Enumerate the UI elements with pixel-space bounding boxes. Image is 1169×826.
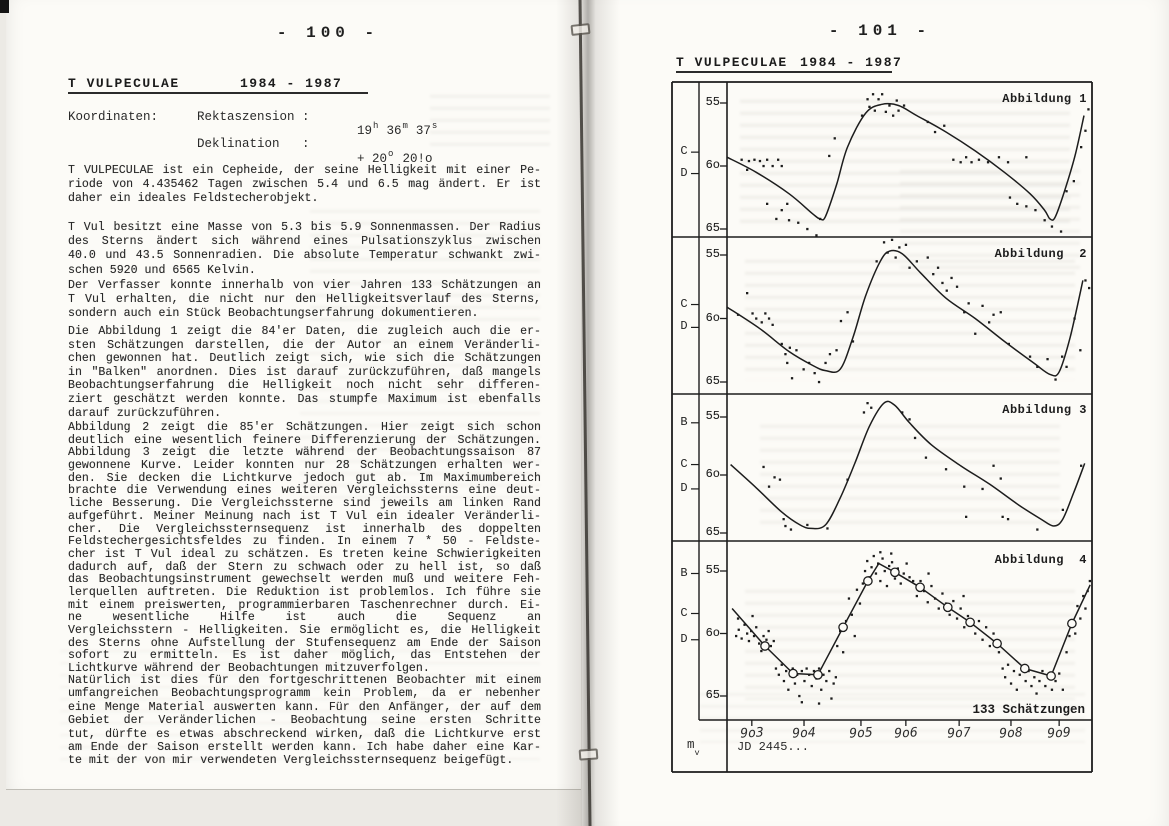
text-line: sondern auch ein Stück Beobachtungserfahrung dokumentieren. xyxy=(68,307,479,321)
text-line: schen 5920 und 6565 Kelvin. xyxy=(68,263,256,277)
text-line: 40.0 und 43.5 Sonnenradien. Die absolute Temperatur schwankt zwi- xyxy=(68,249,541,263)
text-line: cher ist T Vul ideal zu schätzen. Es treten keine Schwierigkeiten xyxy=(68,547,541,561)
text-line: Feldstechergesichtsfeldes zu finden. In einem 7 * 50 - Feldste- xyxy=(68,535,541,548)
x-tick-label: 9o6 xyxy=(893,725,919,742)
text-line: ziert geschätzt werden konnte. Das stumpfe Maximum ist ebenfalls xyxy=(68,392,541,406)
panel-caption: Abbildung 3 xyxy=(1002,403,1087,417)
estimate-count-label: 133 Schätzungen xyxy=(972,703,1085,717)
paragraph xyxy=(68,279,541,322)
text-line: T Vul besitzt eine Masse von 5.3 bis 5.9 Sonnenmassen. Der Radius xyxy=(68,221,541,234)
comparison-star-label: C xyxy=(680,456,688,471)
x-tick-label: 9o9 xyxy=(1046,725,1072,742)
text-line: tut, dürfte es etwas abschreckend wirken, daß die Lichtkurve erst xyxy=(68,727,541,741)
text-line: cher. Die Vergleichssternsequenz ist innerhalb des doppelten xyxy=(68,522,541,536)
coordinates-label: Koordinaten: xyxy=(68,110,159,124)
dec-value: + $20^o$ 20!o xyxy=(357,149,433,167)
comparison-star-label: D xyxy=(680,480,688,495)
comparison-star-label: C xyxy=(680,144,688,159)
y-tick-label: 55 xyxy=(705,95,720,109)
scan-corner-mark xyxy=(0,0,9,13)
text-line: te mit der von mir verwendeten Vergleichssternsequenz beigefügt. xyxy=(68,754,514,768)
text-line: des Sterns ändert sich während eines Pulsationszyklus zwischen xyxy=(68,235,541,249)
paragraph xyxy=(68,421,541,675)
text-line: am Ende der Saison erstellt werden kann. Ich habe daher eine Kar- xyxy=(68,740,541,754)
page-number-left: - 100 - xyxy=(276,24,380,42)
text-line: das Beobachtungsinstrument gewechselt werden muß und weitere Feh- xyxy=(68,573,541,586)
text-line: den. Sie decken die Lichtkurve jedoch gut ab. Im Maximumbereich xyxy=(68,471,541,485)
comparison-star-label: D xyxy=(680,165,688,180)
y-tick-label: 6o xyxy=(705,310,720,325)
text-line: sten Schätzungen darstellen, die der Autor an einem Veränderli- xyxy=(68,338,541,352)
binding-clip-top xyxy=(570,23,590,36)
text-line: gewonnene Kurve. Leider konnten nur 28 Schätzungen erhalten wer- xyxy=(68,459,541,472)
text-line: Der Verfasser konnte innerhalb von vier Jahren 133 Schätzungen an xyxy=(68,279,541,292)
article-years-left: 1984 - 1987 xyxy=(240,76,343,91)
article-years-right: 1984 - 1987 xyxy=(800,55,903,70)
text-line: aufgeführt. Meiner Meinung nach ist T Vul ein idealer Veränderli- xyxy=(68,509,541,523)
x-tick-label: 9o7 xyxy=(946,725,972,742)
text-line: daher ein ideales Feldstecherobjekt. xyxy=(68,192,319,206)
x-tick-label: 9o5 xyxy=(848,725,874,742)
y-tick-label: 6o xyxy=(705,625,720,640)
text-line: dadurch auf, daß der Stern zu schwach oder zu hell ist, so daß xyxy=(68,560,541,574)
text-line: T Vul erhalten, die nicht nur den Helligkeitsverlauf des Sterns, xyxy=(68,293,541,307)
dec-label: Deklination : xyxy=(197,137,310,151)
text-line: in "Balken" anordnen. Dies ist darauf zurückzuführen, daß mangels xyxy=(68,365,541,379)
text-line: deutlich eine wesentlich feinere Differenzierung der Schätzungen. xyxy=(68,433,541,447)
x-tick-label: 9o3 xyxy=(739,725,765,742)
paragraph xyxy=(68,325,541,420)
title-underline-left xyxy=(68,92,368,94)
x-tick-label: 9o8 xyxy=(998,725,1024,742)
panel-caption: Abbildung 2 xyxy=(994,247,1087,261)
panel-caption: Abbildung 4 xyxy=(994,553,1087,567)
page-number-right: - 101 - xyxy=(828,22,932,40)
comparison-star-label: C xyxy=(680,605,688,620)
paragraph xyxy=(68,221,541,278)
text-line: Die Abbildung 1 zeigt die 84'er Daten, die zugleich auch die er- xyxy=(68,325,541,338)
text-line: mit einem preiswerten, programmierbaren Taschenrechner durch. Ei- xyxy=(68,598,541,612)
panel-caption: Abbildung 1 xyxy=(1002,92,1087,106)
text-line: brachte die Verwendung eines weiteren Vergleichssterns eine deut- xyxy=(68,484,541,498)
ra-label: Rektaszension : xyxy=(197,110,310,124)
article-title-right: T VULPECULAE xyxy=(676,55,788,70)
y-tick-label: 6o xyxy=(705,467,720,481)
x-axis-caption: JD 2445... xyxy=(737,740,810,754)
text-line: Gebiet der Veränderlichen - Beobachtung seine ersten Schritte xyxy=(68,714,541,728)
text-line: des Sterns ohne Aufstellung der Stufensequenz am Ende der Saison xyxy=(68,636,541,650)
text-line: eine Menge Material auswerten kann. Für den Anfänger, der auf dem xyxy=(68,700,541,714)
text-line: Abbildung 3 zeigt die letzte während der Beobachtungssaison 87 xyxy=(68,446,541,460)
y-tick-label: 65 xyxy=(705,525,720,539)
text-line: ne wesentliche Hilfe ist auch die Sequenz an xyxy=(68,611,541,624)
paragraph xyxy=(68,164,541,207)
text-line: lerquellen auftreten. Die Reduktion ist problemlos. Ich führe sie xyxy=(68,585,541,599)
y-tick-label: 55 xyxy=(705,563,720,577)
comparison-star-label: B xyxy=(680,565,688,580)
binding-clip-bottom xyxy=(579,748,599,760)
comparison-star-label: D xyxy=(680,631,688,646)
text-line: chen gewonnen hat. Deutlich zeigt sich, wie sich die Schätzungen xyxy=(68,352,541,366)
article-title-left: T VULPECULAE xyxy=(68,76,180,91)
text-line: Lichtkurve während der Beobachtungen mitzuverfolgen. xyxy=(68,662,430,675)
text-line: Abbildung 2 zeigt die 85'er Schätzungen. Hier zeigt sich schon xyxy=(68,421,541,434)
y-tick-label: 65 xyxy=(705,221,720,235)
text-line: Beobachtungserfahrung die Helligkeit noch nicht sehr differen- xyxy=(68,379,541,393)
y-tick-label: 55 xyxy=(705,247,720,261)
y-tick-label: 55 xyxy=(705,409,720,423)
comparison-star-label: B xyxy=(680,414,688,429)
title-underline-right xyxy=(676,71,892,73)
paragraph xyxy=(68,674,541,768)
y-tick-label: 6o xyxy=(705,158,720,172)
text-line: liche Besserung. Die Vergleichssterne sind jeweils am linken Rand xyxy=(68,497,541,510)
text-line: sofort zu ermitteln. Es ist daher möglich, das Entstehen der xyxy=(68,649,541,663)
ra-value: 19$^h$ 36$^m$ 37$^s$ xyxy=(357,121,438,139)
y-tick-label: 65 xyxy=(705,374,720,388)
y-tick-label: 65 xyxy=(705,688,720,702)
text-line: darauf zurückzuführen. xyxy=(68,406,222,420)
x-tick-label: 9o4 xyxy=(791,725,817,742)
text-line: riode von 4.435462 Tagen zwischen 5.4 und 6.5 mag ändert. Er ist xyxy=(68,178,541,192)
text-line: umfangreichen Beobachtungsprogramm kein Problem, da er nebenher xyxy=(68,687,541,701)
text-line: T VULPECULAE ist ein Cepheide, der seine Helligkeit mit einer Pe- xyxy=(68,164,541,177)
comparison-star-label: C xyxy=(680,296,688,311)
y-axis-unit-label: $m_v$ xyxy=(687,738,700,758)
comparison-star-label: D xyxy=(680,319,688,334)
text-line: Vergleichsstern - Helligkeiten. Sie ermöglicht es, die Helligkeit xyxy=(68,624,541,637)
text-line: Natürlich ist dies für den fortgeschrittenen Beobachter mit einem xyxy=(68,674,541,687)
